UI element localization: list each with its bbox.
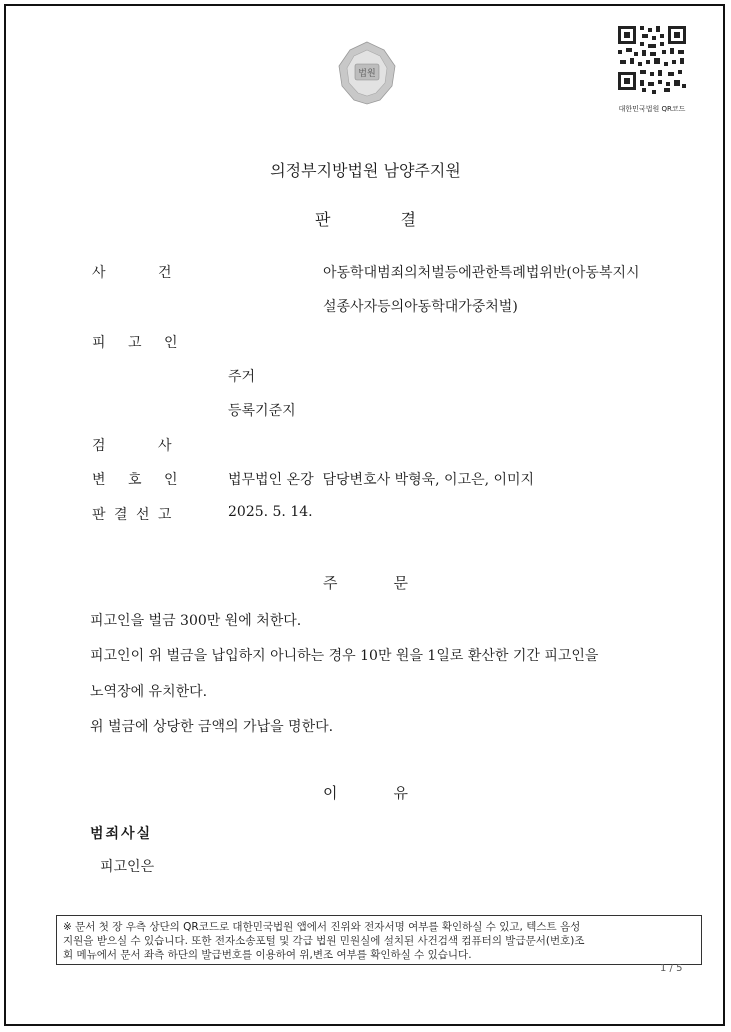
registry-label: 등록기준지 [228, 403, 296, 419]
ruling-line-3: 노역장에 유치한다. [90, 684, 208, 700]
judgment-date-label: 판 결 선 고 [92, 507, 172, 523]
notice-line-1: ※ 문서 첫 장 우측 상단의 QR코드로 대한민국법원 앱에서 진위와 전자서명 여부를 확인하실 수 있고, 텍스트 음성 [63, 921, 581, 933]
judgment-date-value: 2025. 5. 14. [228, 504, 313, 520]
court-emblem-icon [332, 40, 402, 106]
ruling-line-1: 피고인을 벌금 300만 원에 처한다. [90, 613, 302, 629]
emblem-text: 법원 [358, 69, 376, 79]
case-name-line1: 아동학대범죄의처벌등에관한특례법위반(아동복지시 [323, 265, 640, 281]
ruling-heading: 주문 [323, 574, 464, 592]
counsel-label: 변 호 인 [92, 472, 178, 488]
defendant-label: 피 고 인 [92, 335, 178, 351]
ruling-line-4: 위 벌금에 상당한 금액의 가납을 명한다. [90, 719, 334, 735]
notice-line-2: 지원을 받으실 수 있습니다. 또한 전자소송포털 및 각급 법원 민원실에 설치된 사건검색 컴퓨터의 발급문서(번호)조 [63, 935, 585, 947]
qr-caption: 대한민국법원 QR코드 [618, 105, 686, 113]
qr-code-icon[interactable] [612, 20, 692, 98]
notice-line-3: 회 메뉴에서 문서 좌측 하단의 발급번호를 이용하여 위,변조 여부를 확인하실 수 있습니다. [63, 949, 472, 961]
page-number: 1 / 5 [660, 963, 683, 974]
crime-facts-heading: 범죄사실 [90, 826, 153, 842]
document-title: 판결 [315, 210, 486, 229]
court-name: 의정부지방법원 남양주지원 [270, 161, 461, 180]
case-name-line2: 설종사자등의아동학대가중처벌) [323, 299, 518, 315]
ruling-line-2: 피고인이 위 벌금을 납입하지 아니하는 경우 10만 원을 1일로 환산한 기간 피고인을 [90, 648, 599, 664]
prosecutor-label: 검 사 [92, 438, 172, 454]
reasons-heading: 이유 [323, 784, 464, 802]
reasons-first-line: 피고인은 [100, 859, 155, 875]
case-label: 사 건 [92, 265, 172, 281]
address-label: 주거 [228, 369, 256, 385]
verification-notice [56, 915, 702, 965]
counsel-value: 법무법인 온강 담당변호사 박형욱, 이고은, 이미지 [228, 472, 535, 488]
